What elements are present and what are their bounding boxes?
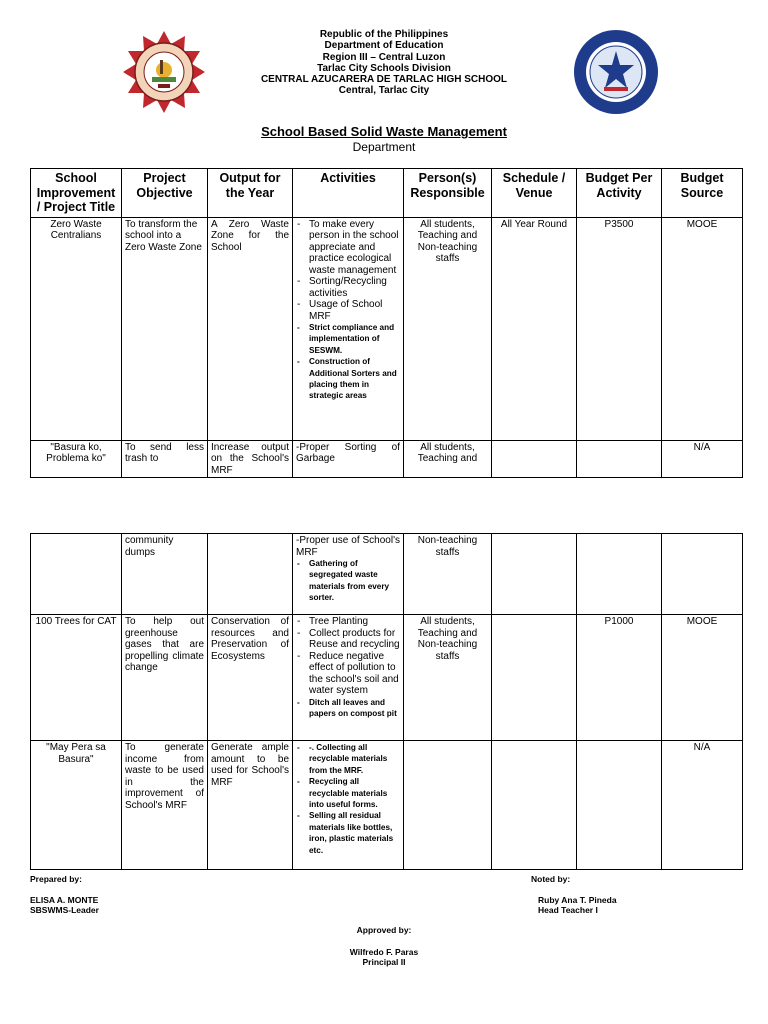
objective-cell: To help out greenhouse gases that are propelling climate change (122, 615, 208, 741)
letterhead-line: Central, Tarlac City (338, 85, 430, 97)
activity-item: - Sorting/Recycling activities (296, 276, 400, 299)
column-header: Person(s) Responsible (404, 169, 492, 218)
activity-item: - Strict compliance and implementation of SESWM. (296, 322, 400, 356)
output-cell (208, 534, 293, 615)
plan-table-part1 (30, 168, 743, 478)
project-title-cell: Zero Waste Centralians (31, 217, 122, 440)
activities-cell: -Proper Sorting of Garbage (293, 440, 404, 478)
table-row (31, 615, 743, 741)
letterhead (200, 29, 568, 97)
activity-item: - Usage of School MRF (296, 299, 400, 322)
column-header: Activities (293, 169, 404, 218)
activity-item: - Gathering of segregated waste materials from every sorter. (296, 558, 400, 604)
approved-by-position: Principal II (362, 957, 406, 967)
budget-source-cell (662, 534, 743, 615)
approved-by-label: Approved by: (356, 925, 412, 935)
column-header: Output for the Year (208, 169, 293, 218)
persons-cell: All students, Teaching and Non-teaching staffs (404, 615, 492, 741)
letterhead-line: Region III – Central Luzon (322, 51, 446, 63)
column-header: Budget Per Activity (577, 169, 662, 218)
letterhead-line: Tarlac City Schools Division (317, 62, 451, 74)
column-header: School Improvement / Project Title (31, 169, 122, 218)
column-header: Project Objective (122, 169, 208, 218)
prepared-by-name: ELISA A. MONTE (30, 895, 99, 905)
table-row (31, 741, 743, 870)
noted-by-position: Head Teacher I (538, 905, 598, 915)
schedule-cell (492, 615, 577, 741)
noted-by-name: Ruby Ana T. Pineda (538, 895, 617, 905)
project-title-cell (31, 534, 122, 615)
budget-source-cell: MOOE (662, 217, 743, 440)
output-cell: Increase output on the School's MRF (208, 440, 293, 478)
schedule-cell (492, 440, 577, 478)
output-cell: Generate ample amount to be used for School's MRF (208, 741, 293, 870)
activities-cell (293, 217, 404, 440)
project-title-cell: 100 Trees for CAT (31, 615, 122, 741)
activity-item: - Selling all residual materials like bottles, iron, plastic materials etc. (296, 810, 400, 856)
project-title-cell: "Basura ko, Problema ko" (31, 440, 122, 478)
letterhead-line: Department of Education (324, 40, 444, 52)
table-row (31, 217, 743, 440)
activity-item: - Collect products for Reuse and recycling (296, 628, 400, 651)
letterhead-line: CENTRAL AZUCARERA DE TARLAC HIGH SCHOOL (260, 74, 508, 86)
schedule-cell (492, 741, 577, 870)
column-header: Budget Source (662, 169, 743, 218)
activity-item: - Construction of Additional Sorters and placing them in strategic areas (296, 356, 400, 402)
project-title-cell: "May Pera sa Basura" (31, 741, 122, 870)
budget-cell (577, 741, 662, 870)
deped-seal-logo (573, 29, 659, 115)
column-header: Schedule / Venue (492, 169, 577, 218)
output-cell: Conservation of resources and Preservation of Ecosystems (208, 615, 293, 741)
budget-cell (577, 440, 662, 478)
approved-by-name: Wilfredo F. Paras (349, 947, 419, 957)
budget-source-cell: MOOE (662, 615, 743, 741)
objective-cell: community dumps (122, 534, 208, 615)
prepared-by-position: SBSWMS-Leader (30, 905, 99, 915)
noted-by-label: Noted by: (531, 874, 571, 884)
output-cell: A Zero Waste Zone for the School (208, 217, 293, 440)
activity-item: - -. Collecting all recyclable materials from the MRF. (296, 742, 400, 776)
activity-item: - Tree Planting (296, 616, 400, 628)
activity-item: -Proper use of School's MRF (296, 535, 400, 558)
objective-cell: To transform the school into a Zero Waste Zone (122, 217, 208, 440)
plan-table-part2 (30, 533, 743, 870)
activity-item: - Ditch all leaves and papers on compost pit (296, 697, 400, 720)
table-header-row (31, 169, 743, 218)
prepared-by-label: Prepared by: (30, 874, 82, 884)
letterhead-line: Republic of the Philippines (319, 29, 449, 40)
activity-item: - To make every person in the school appreciate and practice ecological waste management (296, 219, 400, 277)
budget-source-cell: N/A (662, 440, 743, 478)
document-subtitle: Department (352, 140, 416, 154)
school-seal-logo (122, 30, 206, 114)
table-row (31, 534, 743, 615)
objective-cell: To send less trash to (122, 440, 208, 478)
persons-cell (404, 741, 492, 870)
objective-cell: To generate income from waste to be used in the improvement of School's MRF (122, 741, 208, 870)
persons-cell: Non-teaching staffs (404, 534, 492, 615)
activities-cell (293, 741, 404, 870)
budget-source-cell: N/A (662, 741, 743, 870)
budget-cell: P3500 (577, 217, 662, 440)
persons-cell: All students, Teaching and (404, 440, 492, 478)
budget-cell: P1000 (577, 615, 662, 741)
schedule-cell (492, 534, 577, 615)
schedule-cell: All Year Round (492, 217, 577, 440)
activities-cell (293, 534, 404, 615)
table-row (31, 440, 743, 478)
activities-cell (293, 615, 404, 741)
persons-cell: All students, Teaching and Non-teaching staffs (404, 217, 492, 440)
activity-item: - Reduce negative effect of pollution to the school's soil and water system (296, 651, 400, 697)
activity-item: - Recycling all recyclable materials into useful forms. (296, 776, 400, 810)
document-title: School Based Solid Waste Management (261, 124, 507, 139)
budget-cell (577, 534, 662, 615)
